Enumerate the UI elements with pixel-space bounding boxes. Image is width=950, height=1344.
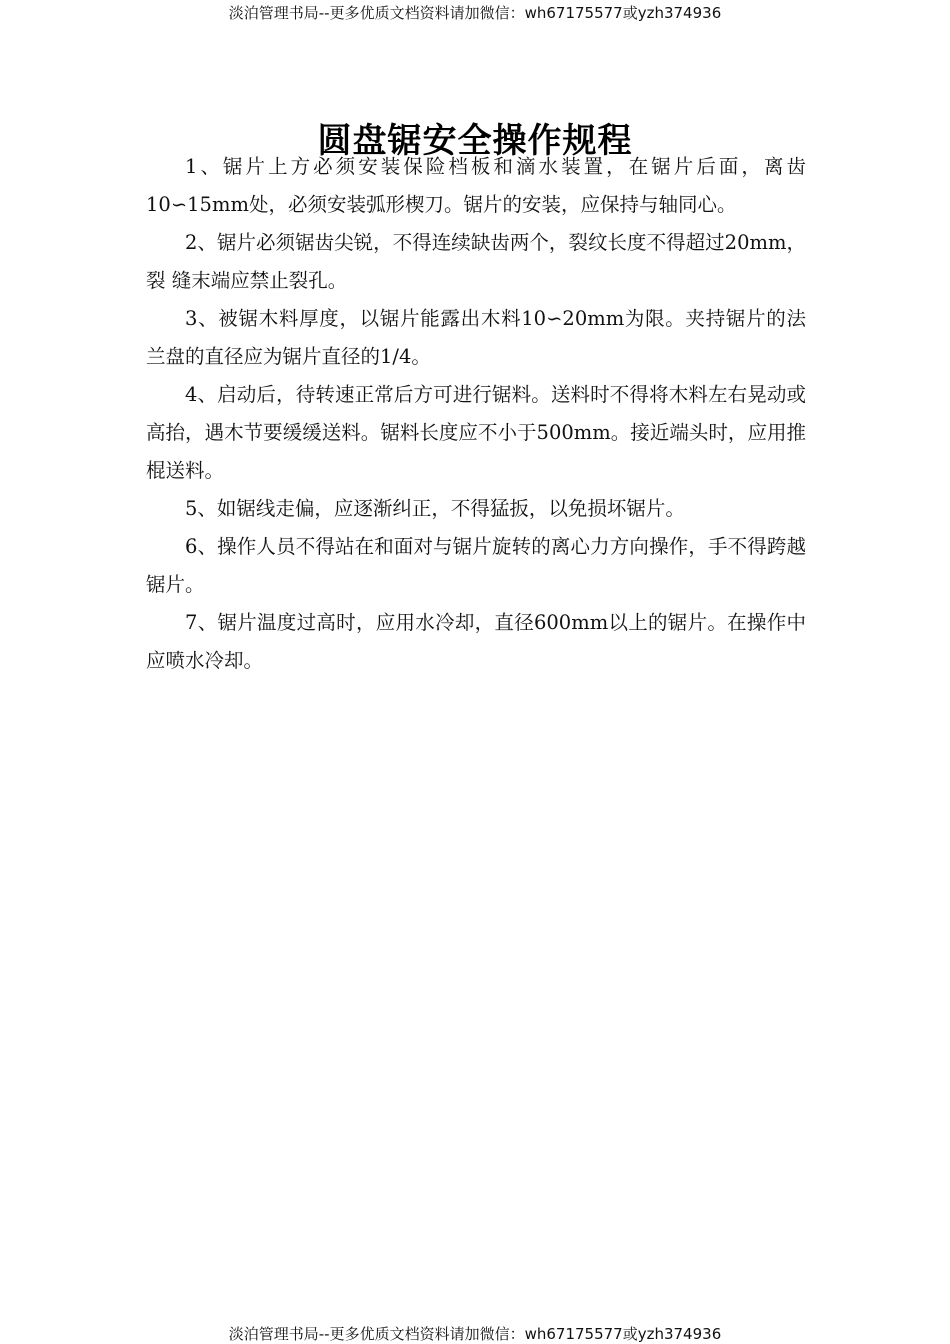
clause-4: 4、启动后，待转速正常后方可进行锯料。送料时不得将木料左右晃动或高抬，遇木节要缓缓送料。锯料长度应不小于500mm。接近端头时，应用推棍送料。	[146, 383, 806, 482]
document-body	[146, 148, 806, 680]
footer-banner: 淡泊管理书局--更多优质文档资料请加微信：wh67175577或yzh374936	[228, 1325, 722, 1343]
clause-6: 6、操作人员不得站在和面对与锯片旋转的离心力方向操作，手不得跨越锯片。	[146, 535, 806, 596]
clause-1: 1、锯片上方必须安装保险档板和滴水装置，在锯片后面，离齿10∽15mm处，必须安装弧形楔刀。锯片的安装，应保持与轴同心。	[146, 155, 806, 216]
document-title: 圆盘锯安全操作规程	[317, 120, 633, 161]
clause-3: 3、被锯木料厚度，以锯片能露出木料10∽20mm为限。夹持锯片的法兰盘的直径应为锯片直径的1/4。	[146, 307, 806, 368]
clause-2: 2、锯片必须锯齿尖锐，不得连续缺齿两个，裂纹长度不得超过20mm，裂 缝末端应禁止裂孔。	[146, 231, 806, 292]
clause-5: 5、如锯线走偏，应逐渐纠正，不得猛扳，以免损坏锯片。	[185, 497, 685, 520]
clause-7: 7、锯片温度过高时，应用水冷却，直径600mm以上的锯片。在操作中应喷水冷却。	[146, 611, 806, 672]
header-banner: 淡泊管理书局--更多优质文档资料请加微信：wh67175577或yzh374936	[228, 4, 722, 22]
